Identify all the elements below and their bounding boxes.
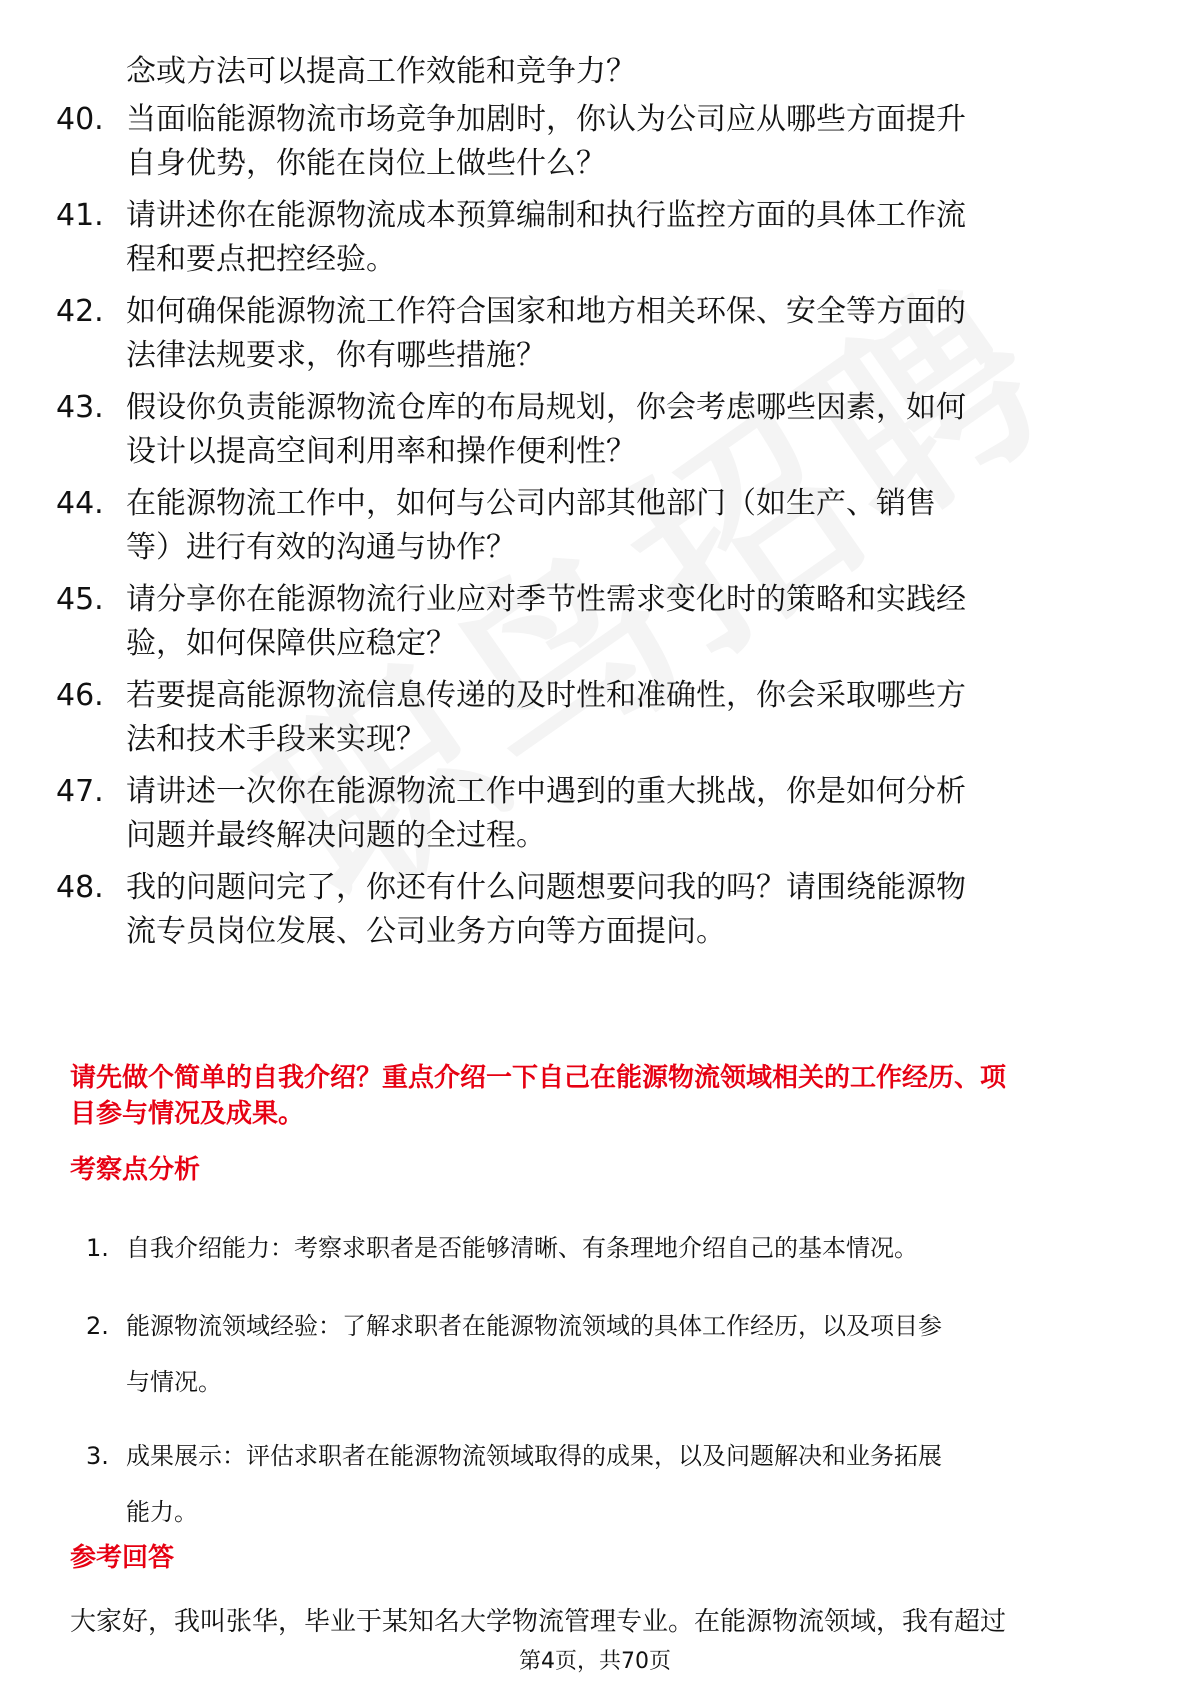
point-text: 能源物流领域经验：了解求职者在能源物流领域的具体工作经历，以及项目参 与情况。 <box>126 1312 942 1396</box>
question-number: 48. <box>56 870 104 905</box>
question-number: 40. <box>56 102 104 137</box>
question-item <box>56 770 1136 858</box>
intro-question: 请先做个简单的自我介绍？重点介绍一下自己在能源物流领域相关的工作经历、项 目参与情况及成果。 <box>70 1063 1007 1129</box>
answer-heading: 参考回答 <box>70 1543 175 1573</box>
question-continuation: 念或方法可以提高工作效能和竞争力？ <box>126 54 636 89</box>
question-text: 假设你负责能源物流仓库的布局规划，你会考虑哪些因素，如何 设计以提高空间利用率和操作便利性？ <box>126 390 966 469</box>
question-text: 请讲述一次你在能源物流工作中遇到的重大挑战，你是如何分析 问题并最终解决问题的全过程。 <box>126 774 966 853</box>
point-text: 成果展示：评估求职者在能源物流领域取得的成果，以及问题解决和业务拓展 能力。 <box>126 1442 942 1526</box>
question-text: 我的问题问完了，你还有什么问题想要问我的吗？请围绕能源物 流专员岗位发展、公司业务方向等方面提问。 <box>126 870 966 949</box>
question-item <box>56 482 1136 570</box>
question-number: 42. <box>56 294 104 329</box>
point-number: 3. <box>86 1442 109 1470</box>
question-text: 在能源物流工作中，如何与公司内部其他部门（如生产、销售 等）进行有效的沟通与协作？ <box>126 486 936 565</box>
question-number: 45. <box>56 582 104 617</box>
question-number: 46. <box>56 678 104 713</box>
analysis-point <box>86 1220 1136 1276</box>
question-item <box>56 386 1136 474</box>
point-number: 2. <box>86 1312 109 1340</box>
question-number: 44. <box>56 486 104 521</box>
analysis-point <box>86 1428 1136 1540</box>
point-text: 自我介绍能力：考察求职者是否能够清晰、有条理地介绍自己的基本情况。 <box>126 1234 918 1262</box>
question-text: 如何确保能源物流工作符合国家和地方相关环保、安全等方面的 法律法规要求，你有哪些措施？ <box>126 294 966 373</box>
question-number: 43. <box>56 390 104 425</box>
question-item <box>56 866 1136 954</box>
question-number: 47. <box>56 774 104 809</box>
point-number: 1. <box>86 1234 109 1262</box>
question-text: 当面临能源物流市场竞争加剧时，你认为公司应从哪些方面提升 自身优势，你能在岗位上做些什么？ <box>126 102 966 181</box>
page-footer: 第4页，共70页 <box>0 1648 1190 1676</box>
question-number: 41. <box>56 198 104 233</box>
question-item <box>56 674 1136 762</box>
answer-text: 大家好，我叫张华，毕业于某知名大学物流管理专业。在能源物流领域，我有超过 <box>70 1607 1007 1637</box>
question-text: 若要提高能源物流信息传递的及时性和准确性，你会采取哪些方 法和技术手段来实现？ <box>126 678 966 757</box>
question-item <box>56 98 1136 186</box>
question-text: 请分享你在能源物流行业应对季节性需求变化时的策略和实践经 验，如何保障供应稳定？ <box>126 582 966 661</box>
question-text: 请讲述你在能源物流成本预算编制和执行监控方面的具体工作流 程和要点把控经验。 <box>126 198 966 277</box>
question-item <box>56 290 1136 378</box>
analysis-heading: 考察点分析 <box>70 1155 201 1185</box>
question-item <box>56 194 1136 282</box>
question-item <box>56 578 1136 666</box>
analysis-point <box>86 1298 1136 1410</box>
